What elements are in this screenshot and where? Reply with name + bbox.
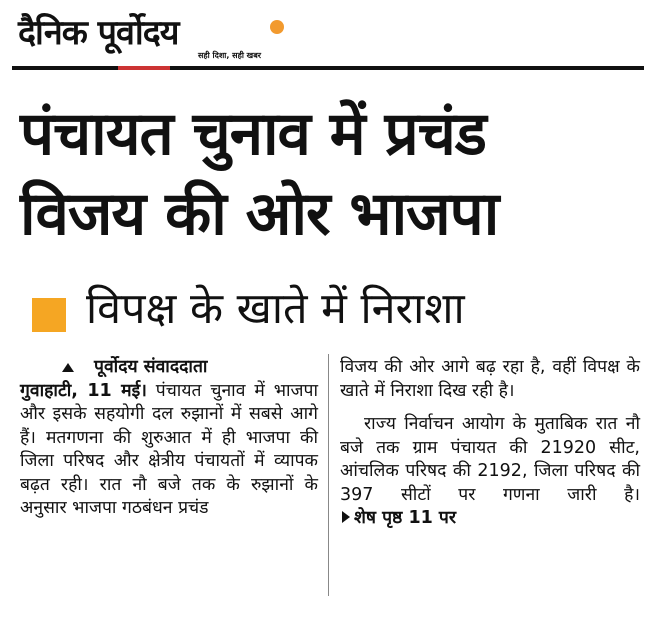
subheadline-square-icon bbox=[32, 298, 66, 332]
continued-on-page bbox=[340, 508, 456, 528]
article-text-right-1: विजय की ओर आगे बढ़ रहा है, वहीं विपक्ष के खाते में निराशा दिख रही है। bbox=[340, 357, 640, 401]
masthead-accent-strip bbox=[118, 66, 170, 70]
article-column-left bbox=[20, 356, 318, 521]
masthead-rule bbox=[12, 66, 644, 70]
byline bbox=[20, 356, 318, 380]
masthead-title: दैनिक पूर्वोदय bbox=[18, 13, 179, 53]
article-text-right-2: राज्य निर्वाचन आयोग के मुताबिक रात नौ बजे तक ग्राम पंचायत की 21920 सीट, आंचलिक परिषद की 2192, जिला परिषद की 397 सीटों पर गणना जारी है। bbox=[340, 414, 640, 505]
continued-arrow-icon bbox=[342, 511, 350, 523]
article-paragraph-2 bbox=[340, 413, 640, 531]
article-column-right bbox=[340, 356, 640, 531]
subheadline: विपक्ष के खाते में निराशा bbox=[86, 284, 465, 334]
masthead-tagline: सही दिशा, सही खबर bbox=[198, 51, 262, 60]
dateline: गुवाहाटी, 11 मई। bbox=[20, 380, 147, 401]
continued-text: शेष पृष्ठ 11 पर bbox=[354, 508, 456, 528]
headline-line-2: विजय की ओर भाजपा bbox=[20, 179, 499, 249]
byline-text: पूर्वोदय संवाददाता bbox=[94, 357, 208, 377]
masthead bbox=[12, 6, 282, 66]
column-divider bbox=[328, 354, 329, 596]
byline-triangle-icon bbox=[62, 363, 74, 372]
headline-line-1: पंचायत चुनाव में प्रचंड bbox=[20, 99, 486, 169]
article-text-left: पंचायत चुनाव में भाजपा और इसके सहयोगी दल रुझानों में सबसे आगे हैं। मतगणना की शुरुआत में ही भाजपा की जिला परिषद और क्षेत्रीय पंचायतों में व्यापक बढ़त रही। रात नौ बजे तक के रुझानों के अनुसार भाजपा गठबंधन प्रचंड bbox=[20, 380, 318, 518]
masthead-logo-dot bbox=[270, 20, 284, 34]
article-paragraph-1 bbox=[20, 380, 318, 521]
